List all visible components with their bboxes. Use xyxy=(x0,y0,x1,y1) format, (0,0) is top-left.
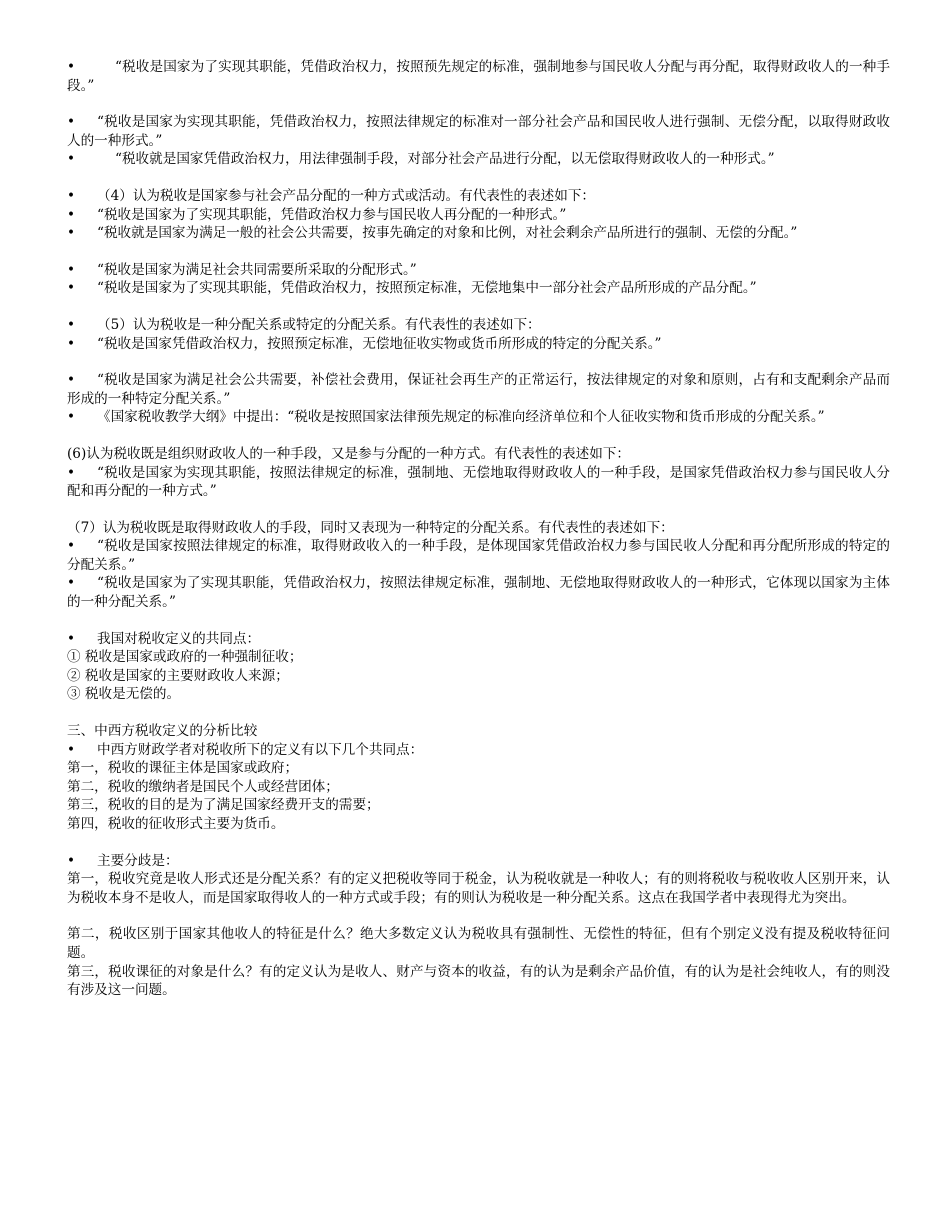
paragraph-text: 第一，税收的课征主体是国家或政府； xyxy=(67,760,299,777)
paragraph-text: “税收是国家按照法律规定的标准，取得财政收入的一种手段，是体现国家凭借政治权力参与国民收人分配和再分配所形成的特定的分配关系。” xyxy=(67,538,890,573)
paragraph xyxy=(67,261,890,280)
paragraph-text: “税收是国家为满足社会共同需要所采取的分配形式。” xyxy=(97,261,417,278)
paragraph-text: 第四，税收的征收形式主要为货币。 xyxy=(67,816,285,832)
paragraph xyxy=(67,685,890,704)
paragraph xyxy=(67,852,890,871)
bullet-icon: • xyxy=(67,409,76,426)
paragraph-text: “税收是国家为了实现其职能，凭借政治权力，按照法律规定标准，强制地、无偿地取得财政收人的一种形式，它体现以国家为主体的一种分配关系。” xyxy=(67,575,890,611)
paragraph xyxy=(67,335,890,354)
paragraph xyxy=(67,759,890,778)
paragraph xyxy=(67,722,890,741)
bullet-icon: • xyxy=(67,59,76,75)
paragraph-text: “税收是国家为实现其职能，凭借政治权力，按照法律规定的标准对一部分社会产品和国民收人进行强制、无偿分配，以取得财政收人的一种形式。” xyxy=(67,114,890,149)
paragraph xyxy=(67,667,890,686)
bullet-icon: • xyxy=(67,206,76,223)
paragraph-text: ③ 税收是无偿的。 xyxy=(67,686,181,703)
paragraph xyxy=(67,464,890,501)
paragraph xyxy=(67,224,890,243)
bullet-icon: • xyxy=(67,280,76,297)
bullet-icon: • xyxy=(67,464,76,481)
paragraph xyxy=(67,778,890,797)
paragraph xyxy=(67,815,890,834)
paragraph xyxy=(67,741,890,760)
paragraph-text: 主要分歧是： xyxy=(97,852,179,869)
paragraph xyxy=(67,371,890,408)
paragraph-text: “税收就是国家为满足一般的社会公共需要，按事先确定的对象和比例，对社会剩余产品所进行的强制、无偿的分配。” xyxy=(97,225,798,242)
bullet-icon: • xyxy=(67,630,76,647)
paragraph xyxy=(67,316,890,335)
paragraph-text: 第三，税收的目的是为了满足国家经费开支的需要； xyxy=(67,797,380,814)
paragraph xyxy=(67,206,890,225)
bullet-icon: • xyxy=(67,316,76,333)
paragraph xyxy=(67,925,890,962)
paragraph xyxy=(67,150,890,169)
paragraph-text: 《国家税收教学大纲》中提出：“税收是按照国家法律预先规定的标准向经济单位和个人征收实物和货币形成的分配关系。” xyxy=(97,409,825,426)
bullet-icon: • xyxy=(67,575,76,592)
paragraph xyxy=(67,796,890,815)
paragraph xyxy=(67,648,890,667)
paragraph-text: ① 税收是国家或政府的一种强制征收； xyxy=(67,649,303,666)
bullet-icon: • xyxy=(67,335,76,352)
paragraph xyxy=(67,187,890,206)
paragraph xyxy=(67,408,890,427)
paragraph-text: “税收是国家为了实现其职能，凭借政治权力参与国民收人再分配的一种形式。” xyxy=(97,206,567,223)
bullet-icon: • xyxy=(67,261,76,278)
paragraph xyxy=(67,113,890,150)
paragraph-text: “税收是国家为了实现其职能，凭借政治权力，按照预先规定的标准，强制地参与国民收人分配与再分配，取得财政收人的一种手段。” xyxy=(67,59,890,94)
paragraph xyxy=(67,963,890,1000)
paragraph-text: “税收就是国家凭借政治权力，用法律强制手段，对部分社会产品进行分配，以无偿取得财政收人的一种形式。” xyxy=(115,151,775,168)
bullet-icon: • xyxy=(67,151,76,168)
paragraph-text: 中西方财政学者对税收所下的定义有以下几个共同点： xyxy=(97,741,424,758)
bullet-icon: • xyxy=(67,187,76,204)
paragraph xyxy=(67,58,890,95)
paragraph xyxy=(67,279,890,298)
paragraph-text: 第一，税收究竟是收人形式还是分配关系？有的定义把税收等同于税金，认为税收就是一种收人；有的则将税收与税收收人区别开来，认为税收本身不是收人，而是国家取得收人的一种方式或手段；有的则认为税收是一种分配关系。这点在我国学者中表现得尤为突出。 xyxy=(67,871,890,906)
paragraph-text: “税收是国家为满足社会公共需要，补偿社会费用，保证社会再生产的正常运行，按法律规定的对象和原则，占有和支配剩余产品而形成的一种特定分配关系。” xyxy=(67,372,890,407)
paragraph xyxy=(67,445,890,464)
paragraph-text: （4）认为税收是国家参与社会产品分配的一种方式或活动。有代表性的表述如下： xyxy=(97,187,596,204)
paragraph-text: “税收是国家凭借政治权力，按照预定标准，无偿地征收实物或货币所形成的特定的分配关系。” xyxy=(97,335,662,352)
paragraph-text: （7）认为税收既是取得财政收人的手段，同时又表现为一种特定的分配关系。有代表性的表述如下： xyxy=(67,519,674,536)
bullet-icon: • xyxy=(67,225,76,242)
paragraph-text: 第三，税收课征的对象是什么？有的定义认为是收人、财产与资本的收益，有的认为是剩余产品价值，有的认为是社会纯收人，有的则没有涉及这一问题。 xyxy=(67,963,890,999)
paragraph-text: (6)认为税收既是组织财政收人的一种手段，又是参与分配的一种方式。有代表性的表述如下： xyxy=(67,445,631,462)
paragraph xyxy=(67,630,890,649)
paragraph xyxy=(67,574,890,611)
paragraph-text: ② 税收是国家的主要财政收人来源； xyxy=(67,667,289,684)
bullet-icon: • xyxy=(67,372,76,389)
paragraph-text: “税收是国家为实现其职能，按照法律规定的标准，强制地、无偿地取得财政收人的一种手段，是国家凭借政治权力参与国民收人分配和再分配的一种方式。” xyxy=(67,464,890,500)
paragraph-text: “税收是国家为了实现其职能，凭借政治权力，按照预定标准，无偿地集中一部分社会产品所形成的产品分配。” xyxy=(97,280,757,297)
paragraph-text: 第二，税收区别于国家其他收人的特征是什么？绝大多数定义认为税收具有强制性、无偿性的特征，但有个别定义没有提及税收特征问题。 xyxy=(67,926,890,961)
paragraph-text: 我国对税收定义的共同点： xyxy=(97,630,261,647)
paragraph xyxy=(67,519,890,538)
paragraph xyxy=(67,870,890,907)
paragraph-text: 三、中西方税收定义的分析比较 xyxy=(67,723,258,740)
bullet-icon: • xyxy=(67,741,76,758)
bullet-icon: • xyxy=(67,852,76,869)
bullet-icon: • xyxy=(67,114,76,131)
paragraph xyxy=(67,537,890,574)
bullet-icon: • xyxy=(67,538,76,555)
paragraph-text: （5）认为税收是一种分配关系或特定的分配关系。有代表性的表述如下： xyxy=(97,316,541,333)
paragraph-text: 第二，税收的缴纳者是国民个人或经营团体； xyxy=(67,778,339,795)
